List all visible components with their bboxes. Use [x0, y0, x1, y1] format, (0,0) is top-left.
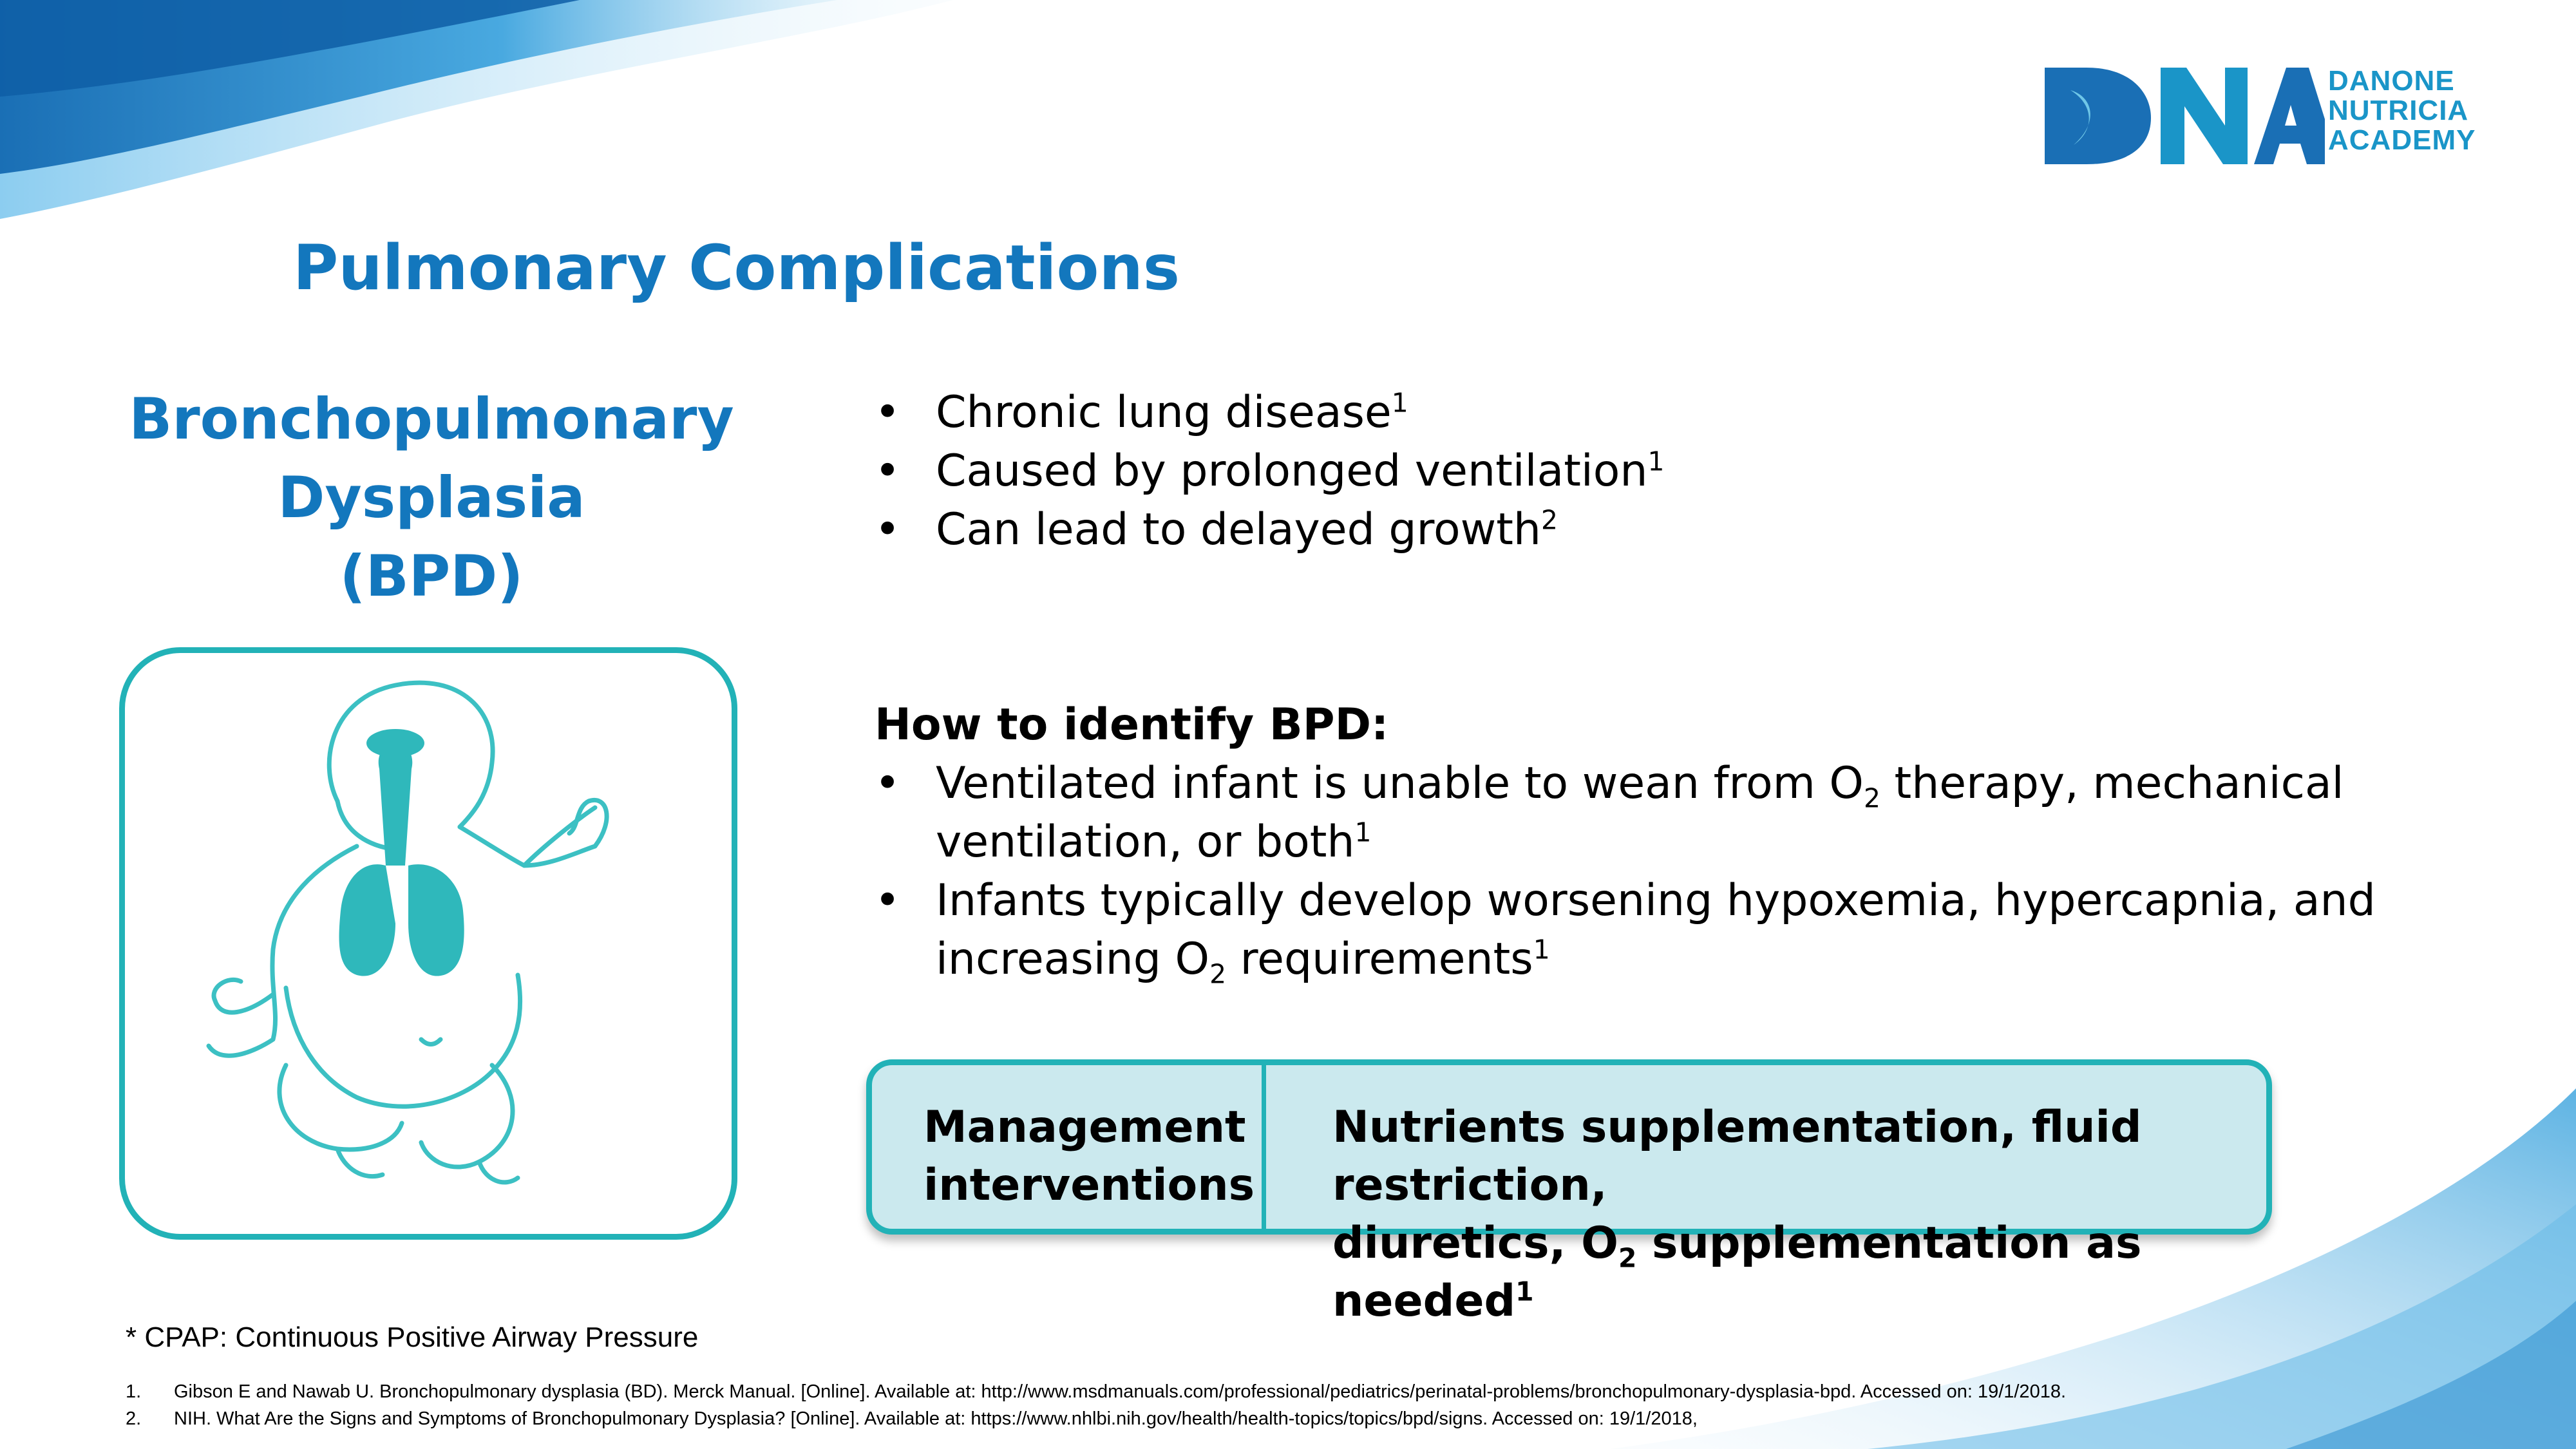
bpd-fact-text: Caused by prolonged ventilation [936, 446, 1648, 497]
identify-text: Ventilated infant is unable to wean from O [936, 758, 1864, 809]
bpd-fact-item [875, 500, 2523, 559]
reference-marker: 1 [1647, 446, 1665, 477]
management-box [866, 1059, 2272, 1327]
reference-number: 2. [126, 1408, 142, 1429]
illustration-frame [119, 647, 737, 1240]
top-left-wave-decoration [0, 0, 966, 245]
identify-text: therapy, mechanical ventilation, or both [936, 758, 2344, 867]
bpd-facts-list [875, 383, 2523, 559]
management-value [1332, 1099, 2247, 1331]
management-label-line: Management [923, 1102, 1246, 1153]
identify-text: requirements [1226, 934, 1533, 985]
reference-marker: 2 [1540, 504, 1558, 536]
management-divider [1262, 1065, 1266, 1229]
reference-item [126, 1378, 2508, 1405]
dna-logo-mark [2041, 61, 2325, 171]
reference-number: 1. [126, 1381, 142, 1402]
logo-line-2: NUTRICIA [2328, 95, 2469, 126]
reference-text: NIH. What Are the Signs and Symptoms of Bronchopulmonary Dysplasia? [Online]. Available at: https://www.nhlbi.nih.gov/health/health-topics/topics/bpd/signs. Accessed on: 19/1/2018, [174, 1408, 1698, 1429]
management-value-line: Nutrients supplementation, fluid restriction, [1332, 1102, 2142, 1211]
logo-line-3: ACADEMY [2328, 124, 2476, 156]
subject-heading [116, 380, 747, 616]
identify-item [875, 754, 2523, 871]
reference-marker: 1 [1533, 934, 1550, 965]
bpd-fact-text: Can lead to delayed growth [936, 504, 1541, 555]
management-label [923, 1099, 1255, 1215]
reference-marker: 1 [1515, 1276, 1534, 1307]
identify-item [875, 871, 2523, 989]
subject-line-2: Dysplasia [278, 464, 585, 531]
reference-text: Gibson E and Nawab U. Bronchopulmonary dysplasia (BD). Merck Manual. [Online]. Available at: http://www.msdmanuals.com/professional/pediatrics/perinatal-problems/bronchopulmonary-dysplasia-bpd. Accessed on: 19/1/2018. [174, 1381, 2067, 1402]
management-label-line: interventions [923, 1160, 1255, 1211]
identify-section [875, 696, 2523, 989]
management-text: diuretics, O [1332, 1218, 1618, 1269]
bpd-fact-item [875, 442, 2523, 500]
dna-logo [2041, 61, 2499, 171]
logo-wordmark [2328, 66, 2476, 155]
bpd-fact-text: Chronic lung disease [936, 387, 1392, 438]
subscript: 2 [1863, 782, 1880, 814]
reference-marker: 1 [1354, 817, 1372, 848]
bpd-fact-item [875, 383, 2523, 442]
identify-text: Infants typically develop worsening hypoxemia, hypercapnia, and increasing O [936, 875, 2376, 985]
reference-marker: 1 [1391, 387, 1408, 419]
cpap-footnote: * CPAP: Continuous Positive Airway Pressure [126, 1321, 699, 1353]
page-title: Pulmonary Complications [293, 232, 1180, 304]
infant-lungs-icon [125, 653, 732, 1234]
management-value-line [1332, 1215, 2247, 1331]
management-text: supplementation as needed [1332, 1218, 2142, 1327]
reference-item [126, 1405, 2508, 1432]
subscript: 2 [1618, 1242, 1637, 1274]
references-list [126, 1378, 2508, 1432]
subject-line-3: (BPD) [339, 543, 524, 609]
subscript: 2 [1209, 958, 1227, 990]
logo-line-1: DANONE [2328, 65, 2455, 97]
identify-heading: How to identify BPD: [875, 699, 1389, 750]
subject-line-1: Bronchopulmonary [129, 386, 734, 452]
